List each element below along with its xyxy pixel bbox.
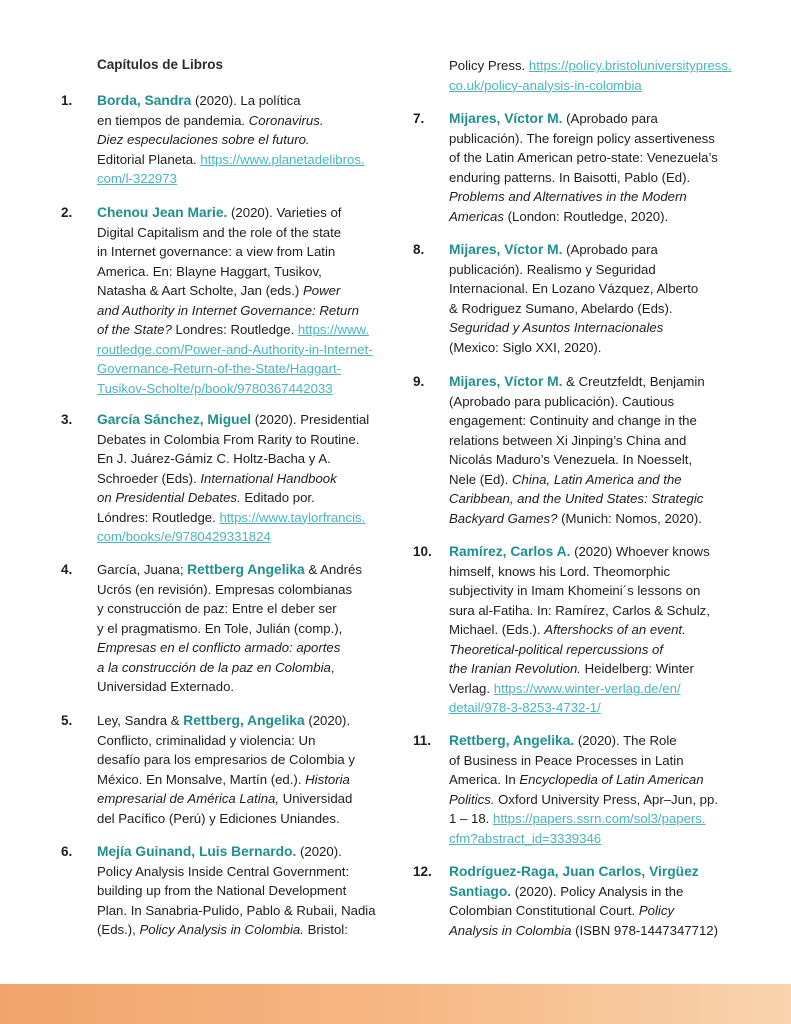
citation-link[interactable]: cfm?abstract_id=3339346 <box>449 830 602 846</box>
entry-text-segment: Natasha & Aart Scholte, Jan (eds.) <box>97 283 303 298</box>
entry-line <box>449 509 749 529</box>
entry-line <box>449 338 749 358</box>
entry-text-segment: Editorial Planeta. <box>97 151 201 167</box>
entry-text <box>449 542 749 718</box>
entry-line <box>449 829 749 849</box>
entry-text-segment: Heidelberg: Winter <box>580 661 694 676</box>
entry-number: 1. <box>61 93 73 108</box>
publication-title: Empresas en el conflicto armado: aportes <box>97 640 341 655</box>
publication-title: Americas <box>449 208 504 224</box>
publication-title: a la construcción de la paz en Colombia <box>97 659 331 675</box>
entry-text <box>97 91 397 189</box>
entry-text <box>97 203 397 398</box>
entry-line <box>449 109 749 129</box>
entry-text-segment: Universidad Externado. <box>97 679 235 694</box>
entry-line <box>449 260 749 280</box>
publication-title: Seguridad y Asuntos Internacionales <box>449 320 664 335</box>
entry-line <box>449 392 749 412</box>
entry-text-segment: , <box>330 659 335 675</box>
entry-text <box>449 109 749 226</box>
author-name: García Sánchez, Miguel <box>97 412 252 427</box>
publication-title: Analysis in Colombia <box>449 922 572 938</box>
publication-title: Problems and Alternatives in the Modern <box>449 189 687 204</box>
entry-line <box>97 711 397 731</box>
entry-text-segment: subjectivity in Imam Khomeini´s lessons on <box>449 583 701 598</box>
entry-text-segment: Ley, Sandra & <box>97 713 184 728</box>
entry-text-segment: enduring patterns. In Baisotti, Pablo (Ed). <box>449 169 691 185</box>
entry-text <box>449 731 749 848</box>
publication-title: Backyard Games? <box>449 510 558 526</box>
publication-title: on Presidential Debates. <box>97 490 241 505</box>
entry-number: 8. <box>413 242 425 257</box>
citation-link[interactable]: https://www.taylorfrancis. <box>219 509 366 525</box>
entry-text-segment: (2020). Varieties of <box>227 205 342 220</box>
entry-text-segment: Conflicto, criminalidad y violencia: Un <box>97 732 316 748</box>
publication-title: Caribbean, and the United States: Strategic <box>449 491 704 506</box>
entry-text-segment: Londres: Routledge. <box>171 322 298 337</box>
entry-line <box>97 203 397 223</box>
entry-line <box>97 301 397 321</box>
entry-text-segment: y construcción de paz: Entre el deber ser <box>97 601 337 616</box>
publication-title: Aftershocks of an event. <box>544 622 686 637</box>
entry-text-segment: Oxford University Press, Apr–Jun, pp. <box>494 791 718 807</box>
entry-line <box>449 901 749 921</box>
entry-number: 2. <box>61 205 73 220</box>
entry-number: 7. <box>413 111 425 126</box>
citation-link[interactable]: https://www.winter-verlag.de/en/ <box>493 680 681 696</box>
entry-text-segment: publicación). The foreign policy assertiveness <box>449 130 715 146</box>
entry-line <box>449 279 749 299</box>
entry-line <box>97 677 397 697</box>
entry-line <box>449 431 749 451</box>
entry-line <box>97 91 397 111</box>
entry-line <box>449 76 749 96</box>
entry-text-segment: (ISBN 978-1447347712) <box>571 922 719 938</box>
entry-line <box>449 470 749 490</box>
entry-line <box>97 881 397 901</box>
entry-line <box>97 789 397 809</box>
entry-line <box>449 148 749 168</box>
footer-gradient-band <box>0 984 791 1024</box>
entry-number: 10. <box>413 544 432 559</box>
entry-text-segment: (Eds.), <box>97 922 140 937</box>
entry-line <box>97 150 397 170</box>
entry-line <box>97 658 397 678</box>
publication-title: Policy Analysis in Colombia. <box>139 922 304 937</box>
entry-line <box>449 129 749 149</box>
author-name: Rettberg Angelika <box>187 562 305 577</box>
entry-line <box>97 281 397 301</box>
entry-text-segment: publicación). Realismo y Seguridad <box>449 261 656 277</box>
entry-line <box>97 379 397 399</box>
entry-line <box>97 527 397 547</box>
citation-link[interactable]: https://www.planetadelibros. <box>200 151 365 167</box>
entry-text-segment: (Munich: Nomos, 2020). <box>557 510 702 526</box>
publication-title: International Handbook <box>200 470 337 486</box>
entry-line <box>97 580 397 600</box>
entry-line <box>97 770 397 790</box>
entry-text-segment: Policy Press. <box>449 58 529 73</box>
entry-text-segment: (2020). The Role <box>574 733 677 748</box>
entry-line <box>449 168 749 188</box>
citation-link[interactable]: https://policy.bristoluniversitypress. <box>528 58 732 73</box>
entry-text-segment: (2020). La política <box>191 93 301 108</box>
author-name: Rodríguez-Raga, Juan Carlos, Virgüez <box>449 864 699 879</box>
citation-link[interactable]: com/books/e/9780429331824 <box>97 529 271 544</box>
entry-text-segment: (Aprobado para <box>562 111 658 126</box>
entry-text-segment: & Creutzfeldt, Benjamin <box>562 374 705 389</box>
entry-text-segment: y el pragmatismo. En Tole, Julián (comp.), <box>97 620 343 636</box>
entry-line <box>449 581 749 601</box>
entry-line <box>97 223 397 243</box>
publication-title: Theoretical-political repercussions of <box>449 641 664 657</box>
entry-text-segment: (2020). Policy Analysis in the <box>511 883 684 899</box>
entry-line <box>449 207 749 227</box>
entry-line <box>449 187 749 207</box>
citation-link[interactable]: https://www. <box>297 322 369 337</box>
entry-text-segment: desafío para los empresarios de Colombia y <box>97 752 356 767</box>
entry-line <box>97 242 397 262</box>
entry-line <box>449 770 749 790</box>
entry-line <box>97 449 397 469</box>
author-name: Santiago. <box>449 883 512 899</box>
author-name: Mejía Guinand, Luis Bernardo. <box>97 844 297 859</box>
entry-text-segment: sura al-Fatiha. In: Ramírez, Carlos & Schulz, <box>449 602 710 618</box>
publication-title: Coronavirus. <box>248 112 324 128</box>
publication-title: Diez especulaciones sobre el futuro. <box>97 132 310 147</box>
entry-text <box>449 862 749 940</box>
entry-text-segment: Internacional. En Lozano Vázquez, Alberto <box>449 281 699 296</box>
entry-line <box>97 359 397 379</box>
entry-number: 9. <box>413 374 425 389</box>
entry-line <box>449 450 749 470</box>
entry-text-segment: (Mexico: Siglo XXI, 2020). <box>449 339 602 355</box>
entry-text-segment: & Rodriguez Sumano, Abelardo (Eds). <box>449 300 673 316</box>
author-name: Mijares, Víctor M. <box>449 374 563 389</box>
publication-title: and Authority in Internet Governance: Return <box>97 302 359 318</box>
entry-line <box>449 372 749 392</box>
entry-text-segment: (Aprobado para publicación). Cautious <box>449 393 675 409</box>
entry-line <box>449 921 749 941</box>
entry-text <box>97 711 397 828</box>
entry-line <box>449 659 749 679</box>
entry-line <box>449 318 749 338</box>
entry-line <box>97 410 397 430</box>
entry-line <box>97 130 397 150</box>
entry-line <box>449 411 749 431</box>
entry-line <box>97 901 397 921</box>
entry-line <box>97 750 397 770</box>
citation-link[interactable]: routledge.com/Power-and-Authority-in-Internet- <box>97 341 373 357</box>
author-name: Rettberg, Angelika <box>183 713 305 728</box>
entry-number: 3. <box>61 412 73 427</box>
entry-text-segment: engagement: Continuity and change in the <box>449 413 697 428</box>
entry-line <box>97 560 397 580</box>
entry-line <box>449 56 749 76</box>
entry-line <box>97 862 397 882</box>
entry-line <box>449 698 749 718</box>
entry-text <box>449 240 749 357</box>
entry-number: 11. <box>413 733 432 748</box>
entry-text-segment: America. In <box>449 772 520 787</box>
entry-text <box>449 372 749 528</box>
entry-line <box>97 320 397 340</box>
author-name: Mijares, Víctor M. <box>449 242 563 257</box>
entry-text-segment: (2020) Whoever knows <box>570 544 710 559</box>
entry-text-segment: (London: Routledge, 2020). <box>503 208 669 224</box>
entry-line <box>97 262 397 282</box>
author-name: Ramírez, Carlos A. <box>449 544 571 559</box>
entry-line <box>97 599 397 619</box>
entry-line <box>449 601 749 621</box>
entry-text-segment: México. En Monsalve, Martín (ed.). <box>97 771 306 787</box>
entry-text-segment: (Aprobado para <box>562 242 658 257</box>
entry-number: 12. <box>413 864 432 879</box>
entry-text-segment: relations between Xi Jinping’s China and <box>449 432 687 448</box>
entry-text <box>97 410 397 547</box>
entry-text-segment: in Internet governance: a view from Latin <box>97 244 336 259</box>
entry-text-segment: del Pacífico (Perú) y Ediciones Uniandes. <box>97 810 340 826</box>
entry-text-segment: Editado por. <box>240 490 315 505</box>
entry-line <box>449 679 749 699</box>
entry-line <box>449 751 749 771</box>
entry-line <box>97 111 397 131</box>
entry-text-segment: Nele (Ed). <box>449 471 513 487</box>
entry-line <box>449 790 749 810</box>
author-name: Rettberg, Angelika. <box>449 733 575 748</box>
entry-text-segment: of Business in Peace Processes in Latin <box>449 752 684 768</box>
entry-text <box>97 842 397 940</box>
entry-line <box>449 731 749 751</box>
citation-link[interactable]: https://papers.ssrn.com/sol3/papers. <box>493 811 706 826</box>
entry-line <box>97 508 397 528</box>
publication-title: China, Latin America and the <box>512 471 682 487</box>
entry-number: 5. <box>61 713 73 728</box>
entry-text-segment: Ucrós (en revisión). Empresas colombianas <box>97 581 353 597</box>
entry-text-segment: Plan. In Sanabria-Pulido, Pablo & Rubaii, Nadia <box>97 902 376 918</box>
author-name: Chenou Jean Marie. <box>97 205 228 220</box>
entry-text <box>97 560 397 697</box>
entry-text-segment: En J. Juárez-Gámiz C. Holtz-Bacha y A. <box>97 451 331 466</box>
entry-text-segment: himself, knows his Lord. Theomorphic <box>449 563 671 579</box>
entry-text-segment: Lóndres: Routledge. <box>97 509 220 525</box>
publication-title: of the State? <box>97 322 172 337</box>
publication-title: Policy <box>638 903 675 918</box>
entry-line <box>97 488 397 508</box>
entry-text-segment: 1 – 18. <box>449 811 493 826</box>
entry-text-segment: García, Juana; <box>97 562 188 577</box>
entry-text-segment: of the Latin American petro-state: Venezuela’s <box>449 150 718 165</box>
citation-link[interactable]: Tusikov-Scholte/p/book/9780367442033 <box>97 380 333 396</box>
entry-text-segment: Bristol: <box>303 922 348 937</box>
entry-text-segment: Verlag. <box>449 680 494 696</box>
entry-line <box>449 489 749 509</box>
entry-line <box>97 469 397 489</box>
author-name: Mijares, Víctor M. <box>449 111 563 126</box>
publication-title: Historia <box>305 771 350 787</box>
entry-line <box>449 862 749 882</box>
entry-text-segment: en tiempos de pandemia. <box>97 112 249 128</box>
entry-line <box>97 731 397 751</box>
entry-line <box>97 430 397 450</box>
publication-title: Power <box>302 283 341 298</box>
publication-title: Politics. <box>449 791 495 807</box>
publication-title: Encyclopedia of Latin American <box>519 772 704 787</box>
entry-text-segment: (2020). <box>304 713 351 728</box>
entry-line <box>97 809 397 829</box>
entry-line <box>97 619 397 639</box>
citation-link[interactable]: com/l-322973 <box>97 171 177 186</box>
entry-text-segment: Universidad <box>279 791 353 806</box>
entry-text-segment: Debates in Colombia From Rarity to Routine. <box>97 431 360 447</box>
entry-text <box>449 56 749 95</box>
entry-text-segment: Policy Analysis Inside Central Government: <box>97 863 350 879</box>
entry-text-segment: (2020). <box>296 844 342 859</box>
entry-text-segment: America. En: Blayne Haggart, Tusikov, <box>97 263 322 279</box>
entry-line <box>449 809 749 829</box>
entry-line <box>449 562 749 582</box>
entry-line <box>449 620 749 640</box>
citation-link[interactable]: Governance-Return-of-the-State/Haggart- <box>97 361 342 376</box>
citation-link[interactable]: co.uk/policy-analysis-in-colombia <box>449 77 642 93</box>
section-title: Capítulos de Libros <box>97 57 224 72</box>
entry-number: 6. <box>61 844 73 859</box>
entry-text-segment: (2020). Presidential <box>251 412 370 427</box>
entry-text-segment: Digital Capitalism and the role of the state <box>97 224 342 240</box>
entry-line <box>97 169 397 189</box>
entry-text-segment: Michael. (Eds.). <box>449 622 545 637</box>
entry-line <box>449 882 749 902</box>
entry-line <box>97 638 397 658</box>
publication-title: empresarial de América Latina, <box>97 791 280 806</box>
entry-line <box>97 920 397 940</box>
entry-line <box>449 542 749 562</box>
entry-text-segment: & Andrés <box>304 562 362 577</box>
entry-text-segment: Nicolás Maduro’s Venezuela. In Noesselt, <box>449 452 693 467</box>
author-name: Borda, Sandra <box>97 93 192 108</box>
entry-text-segment: building up from the National Development <box>97 883 347 898</box>
entry-text-segment: Colombian Constitutional Court. <box>449 903 639 918</box>
entry-line <box>97 842 397 862</box>
publication-title: the Iranian Revolution. <box>449 661 581 676</box>
entry-line <box>97 340 397 360</box>
entry-line <box>449 299 749 319</box>
entry-line <box>449 640 749 660</box>
entry-number: 4. <box>61 562 73 577</box>
entry-text-segment: Schroeder (Eds). <box>97 470 201 486</box>
entry-line <box>449 240 749 260</box>
citation-link[interactable]: detail/978-3-8253-4732-1/ <box>449 700 601 715</box>
